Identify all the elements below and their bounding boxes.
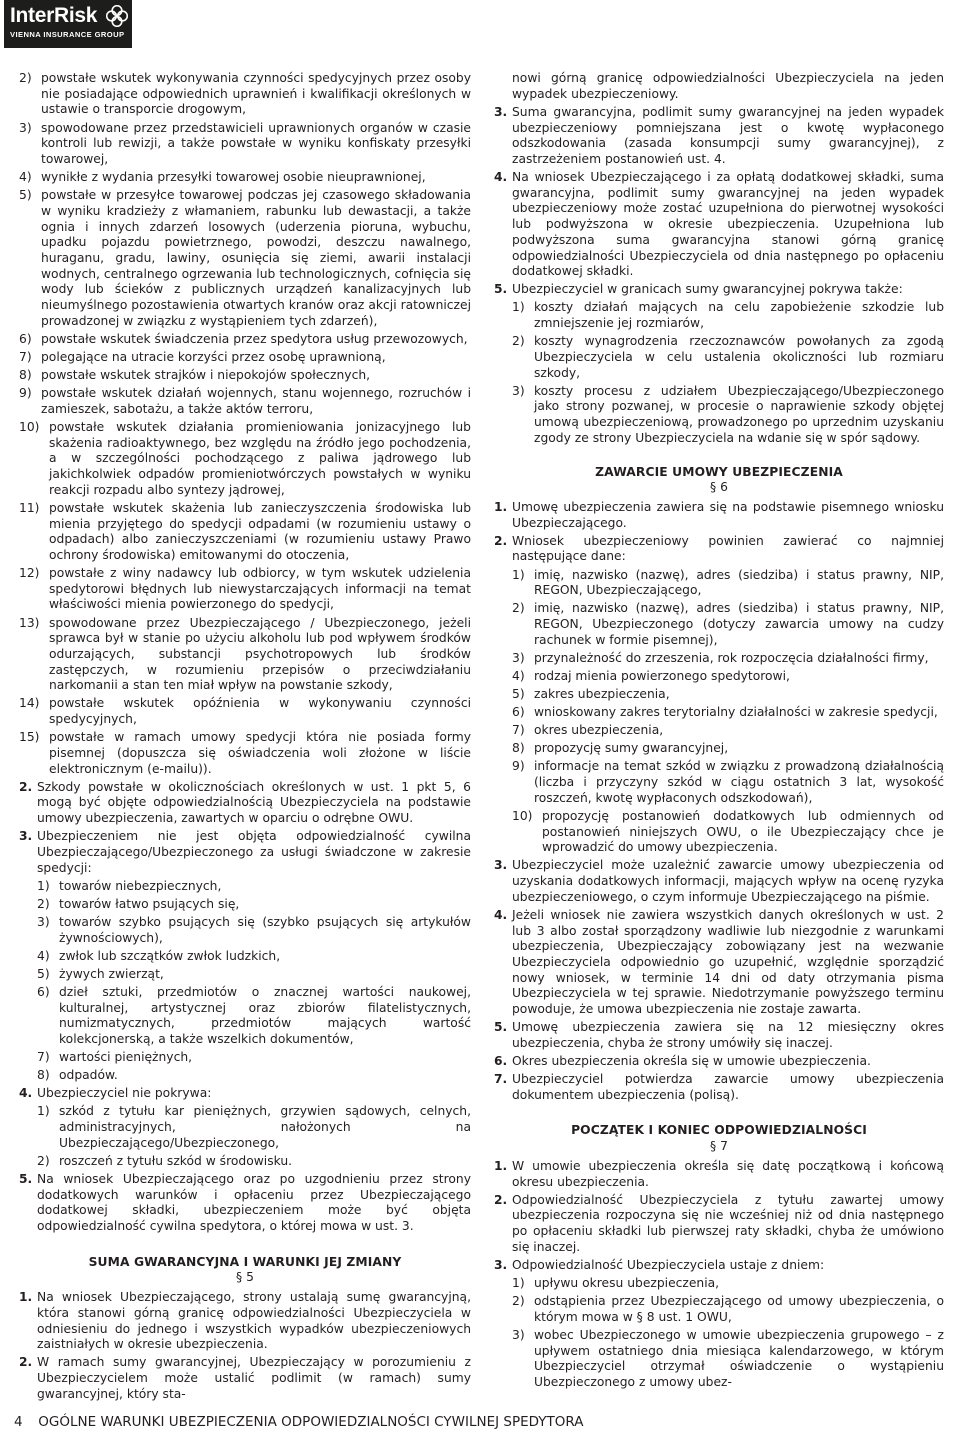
item-text: powstałe w przesyłce towarowej podczas jej czasowego składowania w wyniku kradzieży z włamaniem, rabunku lub dewastacji, a także ognia i innych zdarzeń losowych (uderzenia pioruna, wybuchu, upadku pojazdu powietrznego, powodzi, deszczu nawalnego, huraganu, gradu, lawiny, osunięcia się ziemi, awarii instalacji wodnych, centralnego ogrzewania lub technologicznych, cofnięcia się wody lub ścieków z publicznych urządzeń kanalizacyjnych lub nieumyślnego pozostawienia otwartych kranów oraz akcji ratowniczej prowadzonej w związku z wystąpieniem tych zdarzeń), <box>41 188 471 328</box>
item-number: 8) <box>512 741 525 756</box>
list-item <box>494 908 944 1018</box>
item-number: 1) <box>512 1275 525 1290</box>
item-text: imię, nazwisko (nazwę), adres (siedziba) i status prawny, NIP, REGON, Ubezpieczającego, <box>534 567 944 598</box>
section-heading-6: ZAWARCIE UMOWY UBEZPIECZENIA <box>595 464 843 479</box>
item-text: odstąpienia przez Ubezpieczającego od umowy ubezpieczenia, o którym mowa w § 8 ust. 1 OWU, <box>534 1294 944 1324</box>
section-heading-7: POCZĄTEK I KONIEC ODPOWIEDZIALNOŚCI <box>571 1123 867 1138</box>
item-number: 3. <box>494 858 508 873</box>
item-number: 2) <box>512 1294 525 1309</box>
item-number: 3) <box>512 383 525 398</box>
item-number: 5) <box>512 687 525 701</box>
item-number: 7) <box>512 723 525 738</box>
item-number: 15) <box>19 730 40 745</box>
item-number: 2. <box>19 1355 33 1370</box>
list-item <box>19 566 471 613</box>
item-number: 12) <box>19 566 40 580</box>
item-number: 1) <box>512 567 525 582</box>
item-text: koszty działań mających na celu zapobieżenie szkodzie lub zmniejszenie jej rozmiarów, <box>534 300 944 331</box>
item-text: okres ubezpieczenia, <box>534 723 664 738</box>
list-item <box>494 334 944 381</box>
paragraph-3: 3. Ubezpieczeniem nie jest objęta odpowiedzialność cywilna Ubezpieczającego/Ubezpieczonego za usługi świadczone w zakresie spedycji: <box>19 829 471 875</box>
page-footer <box>14 1414 583 1430</box>
paragraph-4: 4. Ubezpieczyciel nie pokrywa: <box>19 1086 212 1101</box>
item-text: powstałe wskutek działań wojennych, stanu wojennego, rozruchów i zamieszek, sabotażu, a także aktów terroru, <box>41 386 471 416</box>
list-item <box>494 601 944 648</box>
paragraph-2: 2. Szkody powstałe w okolicznościach określonych w ust. 1 pkt 5, 6 mogą być objęte odpowiedzialnością Ubezpieczyciela na podstawie umowy ubezpieczenia, zawartych w oparciu o odrębne OWU. <box>19 779 471 826</box>
list-item <box>494 1294 944 1325</box>
item-text: W umowie ubezpieczenia określa się datę początkową i końcową okresu ubezpieczenia. <box>512 1158 944 1189</box>
excluded-goods-list <box>19 879 471 1084</box>
item-number: 4. <box>494 170 508 184</box>
list-item <box>494 809 944 856</box>
item-text: powstałe wskutek działania promieniowania jonizacyjnego lub skażenia radioaktywnego, bez względu na źródło jego pochodzenia, a w szczególności pochodzącego z paliwa jądrowego lub jakichkolwiek odpadów promieniotwórczych powstałych w wyniku reakcji rozpadu albo syntezy jądrowej, <box>49 419 471 497</box>
section-number-5: § 5 <box>236 1270 254 1285</box>
list-item <box>494 687 944 703</box>
item-text: towarów niebezpiecznych, <box>59 878 222 893</box>
list-item <box>494 282 944 298</box>
item-number: 3. <box>494 1257 508 1272</box>
item-number: 5. <box>494 282 508 297</box>
item-number: 1. <box>19 1290 33 1305</box>
item-number: 7. <box>494 1072 508 1087</box>
item-number: 3) <box>512 650 525 665</box>
item-number: 1. <box>494 499 508 514</box>
list-item <box>494 723 944 739</box>
item-number: 1) <box>37 878 50 893</box>
item-number: 10) <box>512 808 533 823</box>
item-number: 2) <box>37 896 50 911</box>
item-text: towarów łatwo psujących się, <box>59 896 240 911</box>
continued-text: nowi górną granicę odpowiedzialności Ubezpieczyciela na jeden wypadek ubezpieczeniowy. <box>512 71 944 101</box>
item-number: 3) <box>37 914 50 929</box>
list-item <box>19 967 471 983</box>
list-item <box>19 915 471 946</box>
list-item <box>494 300 944 331</box>
item-number: 4) <box>19 170 32 184</box>
list-item <box>19 501 471 564</box>
item-number: 8) <box>19 368 32 382</box>
item-text: wobec Ubezpieczonego w umowie ubezpieczenia grupowego – z upływem ostatniego dnia miesiąca kalendarzowego, w którym Ubezpieczyciel otrzymał oświadczenie o wystąpieniu Ubezpieczonego z umowy ubez- <box>534 1327 944 1389</box>
list-item <box>494 568 944 599</box>
section-5-continued <box>494 105 944 298</box>
list-item <box>19 897 471 913</box>
item-number: 8) <box>37 1068 50 1083</box>
item-number: 6) <box>19 331 32 346</box>
item-text: powstałe wskutek świadczenia przez spedytora usług przewozowych, <box>41 331 468 346</box>
item-number: 14) <box>19 696 40 711</box>
item-number: 7) <box>37 1050 50 1065</box>
list-item <box>494 669 944 685</box>
list-item <box>494 105 944 168</box>
list-item <box>19 121 471 168</box>
item-text: rodzaj mienia powierzonego spedytorowi, <box>534 668 790 683</box>
item-number: 13) <box>19 615 40 630</box>
item-text: informacje na temat szkód w związku z prowadzoną działalnością (liczba i przyczyny szkód w ciągu ostatnich 3 lat, wysokość roszczeń, kwotę wypłaconych odszkodowań), <box>534 759 944 805</box>
item-text: spowodowane przez przedstawicieli uprawnionych organów w czasie kontroli lub rewizji, a także powstałe w wyniku konfiskaty przesyłki towarowej, <box>41 120 471 166</box>
list-item <box>494 858 944 905</box>
item-text: powstałe w ramach umowy spedycji która nie posiada formy pisemnej (dopuszcza się oświadczenia woli złożone w liście elektronicznym (e-mailu)). <box>49 730 471 776</box>
item-text: Jeżeli wniosek nie zawiera wszystkich danych określonych w ust. 2 lub 3 albo został sporządzony wadliwie lub niezgodnie z warunkami ubezpieczenia, Ubezpieczający zobowiązany jest na wezwanie Ubezpieczyciela odpowiednio go uzupełnić, względnie sporządzić nowy wniosek, w terminie 14 dni od daty otrzymania pisma Ubezpieczyciela w tej sprawie. Niedotrzymanie powyższego terminu powoduje, że umowa ubezpieczenia nie zostaje zawarta. <box>512 907 944 1017</box>
item-text: wartości pieniężnych, <box>59 1050 193 1065</box>
item-number: 1. <box>494 1158 508 1173</box>
item-number: 4. <box>494 907 508 922</box>
list-item <box>19 420 471 499</box>
section-6-paragraphs-cont <box>494 858 944 1103</box>
list-item <box>494 741 944 757</box>
not-covered-list <box>19 1104 471 1169</box>
list-item <box>19 170 471 186</box>
list-item <box>19 616 471 695</box>
section-number-7: § 7 <box>710 1139 728 1154</box>
item-text: koszty procesu z udziałem Ubezpieczającego/Ubezpieczonego jako strony pozwanej, w procesie o naprawienie szkody objętej umową ubezpieczeniową, prowadzonego po uprzednim uzyskaniu zgody ze strony Ubezpieczyciela na wdanie się w spór sądowy. <box>534 383 944 445</box>
item-text: odpadów. <box>59 1068 118 1083</box>
item-text: Umowę ubezpieczenia zawiera się na 12 miesięczny okres ubezpieczenia, chyba że strony umówiły się inaczej. <box>512 1020 944 1050</box>
item-text: powstałe z winy nadawcy lub odbiorcy, w tym wskutek udzielenia spedytorowi błędnych lub niewystarczających informacji na temat właściwości mienia powierzonego do spedycji, <box>49 566 471 612</box>
section-number-6: § 6 <box>710 480 728 495</box>
item-text: dzieł sztuki, przedmiotów o znacznej wartości naukowej, kulturalnej, artystycznej oraz zbiorów filatelistycznych, numizmatycznych, przedmiotów mających wartość kolekcjonerską, a także wszelkich dokumentów, <box>59 984 471 1046</box>
item-text: żywych zwierząt, <box>59 966 164 981</box>
item-text: polegające na utracie korzyści przez osobę uprawnioną, <box>41 349 386 364</box>
item-number: 2) <box>37 1153 50 1168</box>
list-item <box>494 534 944 565</box>
item-number: 7) <box>19 349 32 364</box>
list-item <box>494 1159 944 1190</box>
item-number: 2. <box>494 533 508 548</box>
list-item <box>494 651 944 667</box>
list-item <box>19 188 471 329</box>
list-item <box>19 879 471 895</box>
item-text: spowodowane przez Ubezpieczającego / Ubezpieczonego, jeżeli sprawca był w stanie po użyciu alkoholu lub pod wpływem środków odurzających, substancji psychotropowych lub środków zastępczych, w rozumieniu przepisów o przeciwdziałaniu narkomanii a stan ten miał wpływ na powstanie szkody, <box>49 615 471 693</box>
item-number: 2) <box>512 601 525 616</box>
section-heading-5: SUMA GWARANCYJNA I WARUNKI JEJ ZMIANY <box>88 1254 402 1269</box>
right-column <box>494 71 944 1393</box>
item-text: Wniosek ubezpieczeniowy powinien zawierać co najmniej następujące dane: <box>512 533 944 564</box>
list-item <box>494 1276 944 1292</box>
item-text: Okres ubezpieczenia określa się w umowie ubezpieczenia. <box>512 1053 871 1068</box>
clover-icon <box>106 5 128 27</box>
item-number: 6) <box>512 705 525 720</box>
left-column <box>19 71 471 1405</box>
item-text: powstałe wskutek wykonywania czynności spedycyjnych przez osoby nie posiadające odpowiednich uprawnień i kwalifikacji określonych w ustawie o transporcie drogowym, <box>41 71 471 117</box>
section-7-paragraphs <box>494 1159 944 1274</box>
liability-end-list <box>494 1276 944 1391</box>
list-item <box>494 170 944 280</box>
list-item <box>494 1072 944 1103</box>
item-number: 9) <box>19 386 32 401</box>
item-number: 4) <box>37 948 50 963</box>
item-text: upływu okresu ubezpieczenia, <box>534 1275 720 1290</box>
application-data-list <box>494 568 944 856</box>
list-item <box>494 1020 944 1051</box>
item-text: Ubezpieczyciel w granicach sumy gwarancyjnej pokrywa także: <box>512 282 903 297</box>
item-text: wnioskowany zakres terytorialny działalności w zakresie spedycji, <box>534 705 938 720</box>
page-number: 4 <box>14 1414 23 1430</box>
exclusions-list <box>19 71 471 777</box>
item-text: Na wniosek Ubezpieczającego, strony ustalają sumę gwarancyjną, która stanowi górną granicę odpowiedzialności Ubezpieczyciela w odniesieniu do jednego i wszystkich wypadków ubezpieczeniowych zaistniałych w okresie ubezpieczenia. <box>37 1290 471 1352</box>
item-number: 4) <box>512 668 525 683</box>
item-number: 3) <box>512 1327 525 1342</box>
list-item <box>494 1328 944 1391</box>
item-number: 11) <box>19 500 40 515</box>
item-text: Umowę ubezpieczenia zawiera się na podstawie pisemnego wniosku Ubezpieczającego. <box>512 499 944 530</box>
item-text: propozycję postanowień dodatkowych lub odmiennych od postanowień niniejszych OWU, o ile Ubezpieczający chce je wprowadzić do umowy ubezpieczenia. <box>542 808 944 855</box>
covered-costs-list <box>494 300 944 446</box>
item-number: 5) <box>19 188 32 203</box>
item-text: powstałe wskutek skażenia lub zanieczyszczenia środowiska lub mienia przyjętego do spedycji odpadami (w rozumieniu ustawy o odpadach) albo zanieczyszczeniami (w rozumieniu ustawy Prawo ochrony środowiska) emitowanymi do otoczenia, <box>49 500 471 562</box>
item-text: powstałe wskutek strajków i niepokojów społecznych, <box>41 368 371 382</box>
item-text: Na wniosek Ubezpieczającego i za opłatą dodatkowej składki, suma gwarancyjna, podlimit sumy gwarancyjnej na jeden wypadek ubezpieczeniowy może zostać uzupełniona do pierwotnej wysokości lub podwyższona w okresie ubezpieczenia. Uzupełniona lub podwyższona suma gwarancyjna stanowi górną granicę odpowiedzialności Ubezpieczyciela od dnia następnego po opłaceniu dodatkowej składki. <box>512 170 944 279</box>
item-number: 10) <box>19 419 40 434</box>
document-title: OGÓLNE WARUNKI UBEZPIECZENIA ODPOWIEDZIALNOŚCI CYWILNEJ SPEDYTORA <box>38 1414 584 1430</box>
section-6-paragraphs <box>494 500 944 565</box>
item-text: powstałe wskutek opóźnienia w wykonywaniu czynności spedycyjnych, <box>49 696 471 727</box>
list-item <box>19 71 471 118</box>
item-text: Suma gwarancyjna, podlimit sumy gwarancyjnej na jeden wypadek ubezpieczeniowy pomniejszana jest o kwotę wypłaconego odszkodowania (zasada konsumpcji sumy gwarancyjnej), z zastrzeżeniem postanowień ust. 4. <box>512 104 944 166</box>
list-item <box>19 1154 471 1170</box>
brand-subtitle: VIENNA INSURANCE GROUP <box>10 30 125 39</box>
item-number: 3) <box>19 120 32 135</box>
item-text: Odpowiedzialność Ubezpieczyciela z tytułu zawartej umowy ubezpieczenia rozpoczyna się nie wcześniej niż od dnia następnego po opłaceniu składki lub pierwszej raty składki, chyba że umówiono się inaczej. <box>512 1192 944 1254</box>
list-item <box>19 332 471 348</box>
item-text: wynikłe z wydania przesyłki towarowej osobie nieuprawnionej, <box>41 170 426 184</box>
item-text: propozycję sumy gwarancyjnej, <box>534 741 729 756</box>
list-item <box>19 985 471 1048</box>
item-number: 2. <box>494 1192 508 1207</box>
list-item <box>494 705 944 721</box>
item-text: Ubezpieczyciel potwierdza zawarcie umowy ubezpieczenia dokumentem ubezpieczenia (polisą). <box>512 1072 944 1102</box>
list-item <box>494 1258 944 1274</box>
list-item <box>19 696 471 727</box>
item-text: przynależność do zrzeszenia, rok rozpoczęcia działalności firmy, <box>534 650 929 665</box>
list-item <box>494 1193 944 1256</box>
list-item <box>19 1050 471 1066</box>
list-item <box>19 1068 471 1084</box>
item-text: W ramach sumy gwarancyjnej, Ubezpieczający w porozumieniu z Ubezpieczycielem może ustalić podlimit (w ramach) sumy gwarancyjnej, który sta- <box>37 1355 471 1401</box>
list-item <box>19 1290 471 1353</box>
item-number: 5) <box>37 966 50 981</box>
list-item <box>19 350 471 366</box>
list-item <box>494 500 944 531</box>
item-text: imię, nazwisko (nazwę), adres (siedziba) i status prawny, NIP, REGON, Ubezpieczonego (dotyczy zawarcia umowy na cudzy rachunek w formie pisemnej), <box>534 601 944 647</box>
item-text: roszczeń z tytułu szkód w środowisku. <box>59 1153 293 1168</box>
item-text: zakres ubezpieczenia, <box>534 687 670 701</box>
item-number: 1) <box>37 1104 50 1119</box>
item-text: Ubezpieczyciel może uzależnić zawarcie umowy ubezpieczenia od uzyskania dodatkowych informacji, mających wpływ na ocenę ryzyka ubezpieczeniowego, o czym informuje Ubezpieczającego na piśmie. <box>512 858 944 904</box>
item-number: 2) <box>512 334 525 349</box>
brand-logo <box>4 0 132 48</box>
item-number: 5. <box>494 1020 508 1035</box>
list-item <box>19 1104 471 1151</box>
item-number: 9) <box>512 759 525 774</box>
section-5-paragraphs <box>19 1290 471 1402</box>
list-item <box>19 949 471 965</box>
item-text: towarów szybko psujących się (szybko psujących się artykułów żywnościowych), <box>59 914 471 945</box>
item-text: szkód z tytułu kar pieniężnych, grzywien sądowych, celnych, administracyjnych, nałożonych na Ubezpieczającego/Ubezpieczonego, <box>59 1104 471 1150</box>
item-text: zwłok lub szczątków zwłok ludzkich, <box>59 948 281 963</box>
item-number: 6. <box>494 1053 508 1068</box>
item-text: Odpowiedzialność Ubezpieczyciela ustaje z dniem: <box>512 1257 825 1272</box>
list-item <box>494 759 944 806</box>
list-item <box>19 386 471 417</box>
list-item <box>19 1355 471 1402</box>
list-item <box>19 368 471 384</box>
brand-name: InterRisk <box>10 4 98 27</box>
list-item <box>19 730 471 777</box>
item-number: 2) <box>19 71 32 85</box>
paragraph-5: 5. Na wniosek Ubezpieczającego oraz po uzgodnieniu przez strony dodatkowych warunków i opłaceniu przez Ubezpieczającego dodatkowej składki, ubezpieczeniem może być objęta odpowiedzialność cywilna spedytora, o której mowa w ust. 3. <box>19 1171 471 1234</box>
list-item <box>494 1054 944 1070</box>
list-item <box>494 384 944 447</box>
item-number: 6) <box>37 984 50 999</box>
item-text: koszty wynagrodzenia rzeczoznawców powołanych za zgodą Ubezpieczyciela w celu ustalenia okoliczności lub rozmiaru szkody, <box>534 334 944 380</box>
item-number: 1) <box>512 300 525 315</box>
item-number: 3. <box>494 104 508 119</box>
